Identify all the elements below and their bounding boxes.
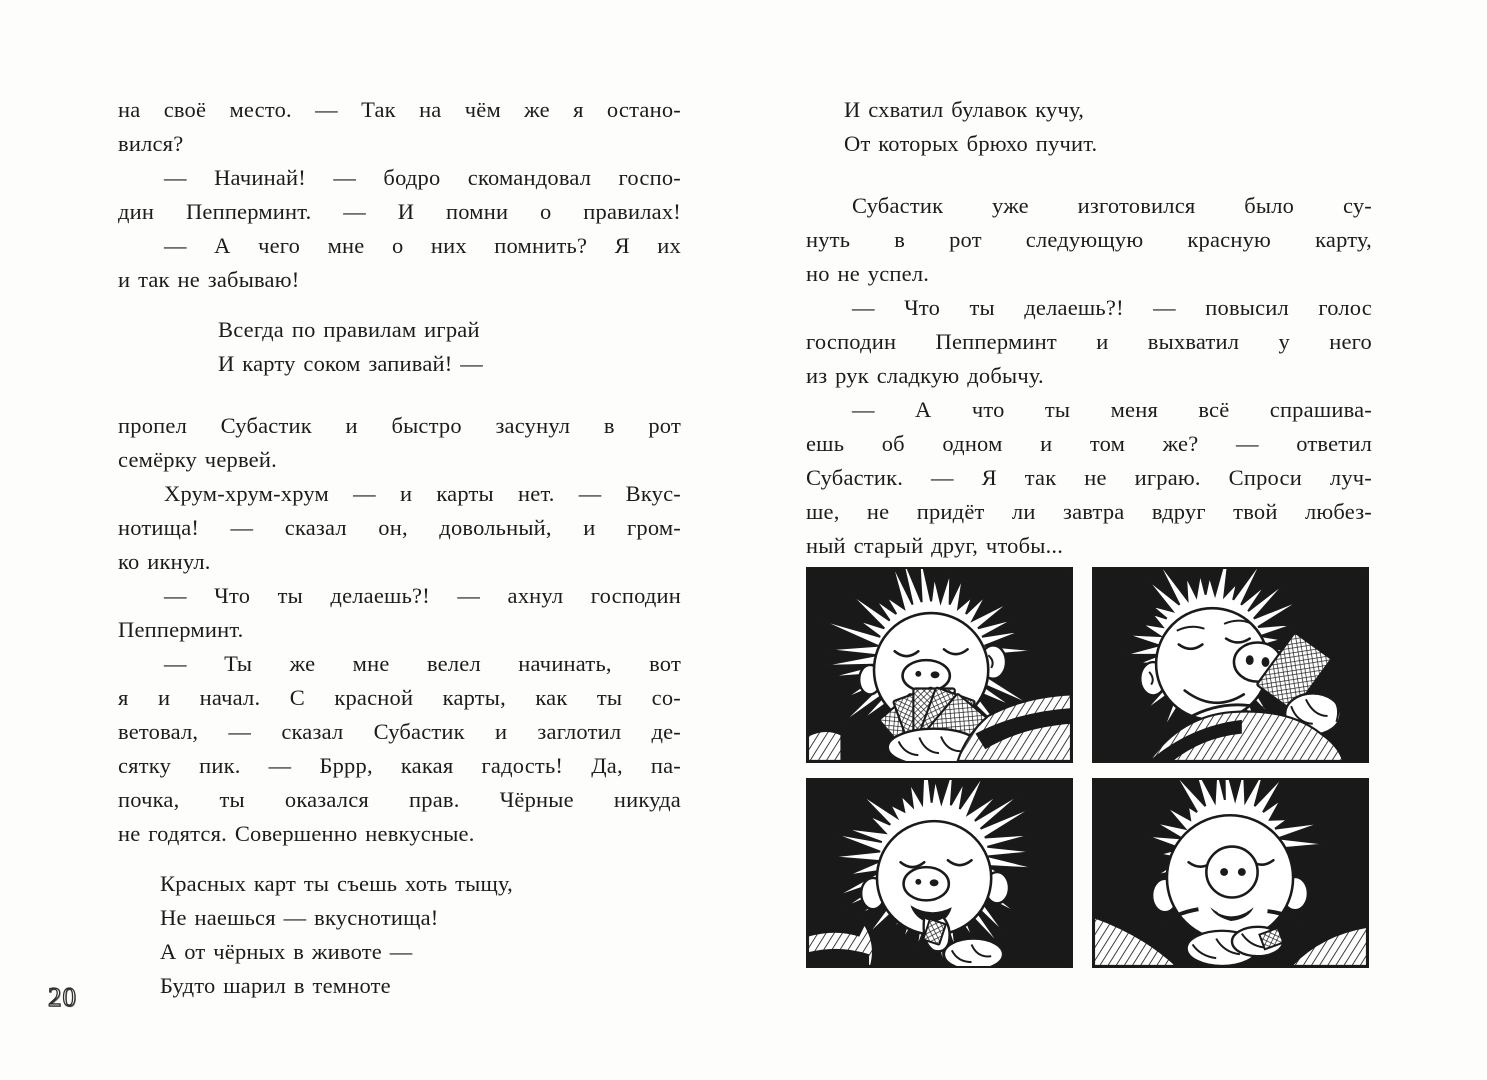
text-line: и так не забываю! xyxy=(118,267,300,292)
paragraph xyxy=(118,93,681,161)
paragraph xyxy=(806,393,1372,563)
text-line: А от чёрных в животе — xyxy=(160,939,413,964)
sams-satisfied-illustration xyxy=(1094,780,1367,966)
text-line: — А чего мне о них помнить? Я их xyxy=(164,233,681,258)
sams-chewing-card-illustration xyxy=(808,780,1071,966)
pig-snout xyxy=(903,660,950,691)
text-line: нотища! — сказал он, довольный, и гром- xyxy=(118,515,681,540)
right-column xyxy=(806,93,1372,563)
text-line: Будто шарил в темноте xyxy=(160,973,391,998)
sams-card-fan-illustration xyxy=(808,569,1071,761)
text-line: Всегда по правилам играй xyxy=(218,317,480,342)
text-line: не годятся. Совершенно невкусные. xyxy=(118,821,475,846)
text-line: ветовал, — сказал Субастик и заглотил де- xyxy=(118,719,681,744)
comic-panel-3 xyxy=(806,778,1073,968)
paragraph xyxy=(118,229,681,297)
text-line: — Ты же мне велел начинать, вот xyxy=(164,651,681,676)
text-line: дин Пепперминт. — И помни о правилах! xyxy=(118,199,681,224)
text-line: — Начинай! — бодро скомандовал госпо- xyxy=(164,165,681,190)
text-line: ше, не придёт ли завтра вдруг твой любез- xyxy=(806,499,1372,524)
text-line: нуть в рот следующую красную карту, xyxy=(806,227,1372,252)
text-line: И карту соком запивай! — xyxy=(218,351,483,376)
paragraph xyxy=(806,189,1372,291)
text-line: Пепперминт. xyxy=(118,617,244,642)
text-line: ко икнул. xyxy=(118,549,211,574)
page-number: 20 xyxy=(48,982,77,1012)
left-column xyxy=(118,93,681,1031)
text-line: господин Пепперминт и выхватил у него xyxy=(806,329,1372,354)
text-line: Не наешься — вкуснотища! xyxy=(160,905,439,930)
sams-sniffing-card-illustration xyxy=(1094,569,1367,761)
paragraph xyxy=(806,291,1372,393)
verse-block xyxy=(806,93,1372,161)
text-line: пропел Субастик и быстро засунул в рот xyxy=(118,413,681,438)
text-line: на своё место. — Так на чём же я остано- xyxy=(118,97,681,122)
comic-panel-2 xyxy=(1092,567,1369,763)
text-line: вился? xyxy=(118,131,184,156)
text-line: из рук сладкую добычу. xyxy=(806,363,1044,388)
text-line: но не успел. xyxy=(806,261,930,286)
verse-block xyxy=(118,313,681,381)
paragraph xyxy=(118,409,681,477)
paragraph xyxy=(118,477,681,579)
text-line: Красных карт ты съешь хоть тыщу, xyxy=(160,871,514,896)
text-line: ный старый друг, чтобы... xyxy=(806,533,1064,558)
text-line: — А что ты меня всё спрашива- xyxy=(852,397,1372,422)
text-line: я и начал. С красной карты, как ты со- xyxy=(118,685,681,710)
text-line: От которых брюхо пучит. xyxy=(844,131,1098,156)
pig-snout xyxy=(904,867,949,900)
comic-grid xyxy=(806,567,1369,968)
verse-block xyxy=(118,867,681,1003)
text-line: сятку пик. — Бррр, какая гадость! Да, па- xyxy=(118,753,681,778)
text-line: — Что ты делаешь?! — повысил голос xyxy=(852,295,1372,320)
paragraph xyxy=(118,579,681,647)
text-line: почка, ты оказался прав. Чёрные никуда xyxy=(118,787,681,812)
text-line: Хрум-хрум-хрум — и карты нет. — Вкус- xyxy=(164,481,681,506)
text-line: Субастик. — Я так не играю. Спроси луч- xyxy=(806,465,1372,490)
text-line: ешь об одном и том же? — ответил xyxy=(806,431,1372,456)
text-line: И схватил булавок кучу, xyxy=(844,97,1085,122)
text-line: семёрку червей. xyxy=(118,447,277,472)
comic-panel-4 xyxy=(1092,778,1369,968)
pig-snout xyxy=(1206,847,1257,898)
text-line: Субастик уже изготовился было су- xyxy=(852,193,1372,218)
comic-panel-1 xyxy=(806,567,1073,763)
text-line: — Что ты делаешь?! — ахнул господин xyxy=(164,583,681,608)
paragraph xyxy=(118,161,681,229)
paragraph xyxy=(118,647,681,851)
